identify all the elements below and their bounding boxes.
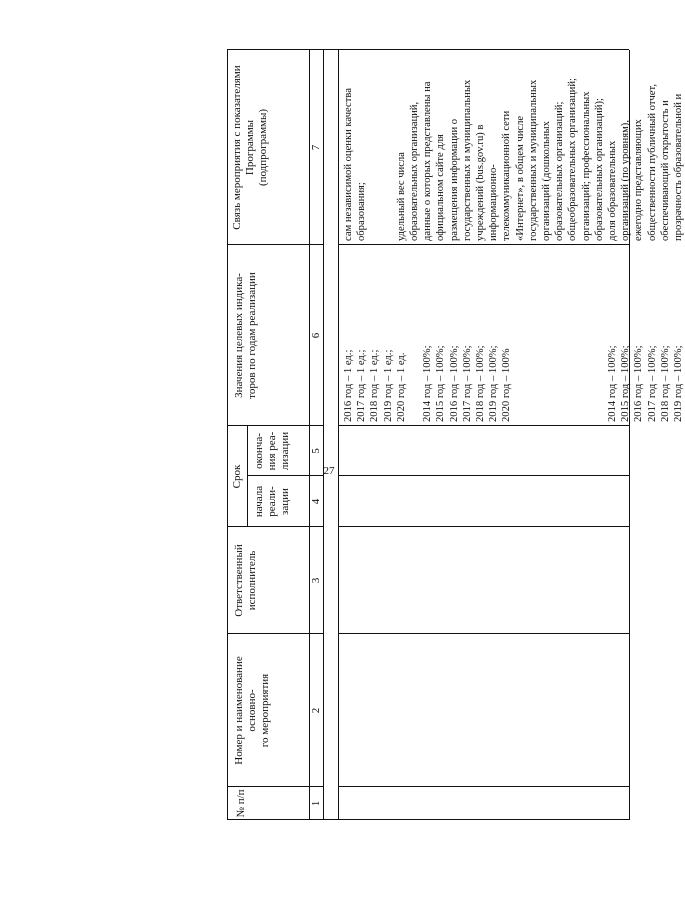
- col-number-6: 6: [310, 332, 322, 339]
- indicator-line: 2017 год – 100%;: [646, 345, 658, 422]
- col-number-3: 3: [310, 577, 322, 584]
- indicator-line: [580, 247, 593, 422]
- indicator-line: 2019 год – 100%;: [673, 345, 685, 422]
- col-sep-6b: [338, 244, 629, 245]
- indicator-line: [553, 247, 566, 422]
- col-sep-2b: [338, 633, 629, 634]
- indicator-line: 2015 год – 100%;: [620, 345, 632, 422]
- col-number-2: 2: [310, 707, 322, 714]
- indicator-line: 2018 год – 1 ед.;: [369, 349, 381, 422]
- col-sep-4b: [338, 475, 629, 476]
- indicator-link-line: государственных и муниципальных: [461, 79, 473, 241]
- indicator-link-line: образования;: [356, 182, 368, 241]
- indicator-line: 2019 год – 1 ед.;: [382, 349, 394, 422]
- target-indicator-values: [342, 247, 685, 422]
- indicator-line: 2019 год – 100%;: [488, 345, 500, 422]
- indicator-line: [540, 247, 553, 422]
- indicator-line: 2014 год – 100%;: [422, 345, 434, 422]
- indicator-link-line: ежегодно представляющих: [633, 119, 645, 241]
- indicator-link-line: размещения информации о: [448, 118, 460, 241]
- header-col7: Связь мероприятия с показателями Программы (подпрограммы): [231, 65, 269, 230]
- srok-subheader-divider: [247, 426, 248, 527]
- indicator-link-line: «Интернет», в общем числе: [514, 115, 526, 241]
- col-number-1: 1: [310, 800, 322, 807]
- indicator-link-line: обеспечивающий открытость и: [659, 100, 671, 241]
- indicator-line: [593, 247, 606, 422]
- indicator-line: 2016 год – 1 ед.;: [343, 349, 354, 422]
- indicator-line: 2016 год – 100%;: [448, 345, 460, 422]
- indicator-line: [514, 247, 527, 422]
- col-sep-3b: [338, 526, 629, 527]
- indicator-link-line: образовательных организаций;: [554, 101, 566, 241]
- header-bottom-border: [323, 50, 324, 820]
- program-indicator-link-text: [342, 53, 685, 241]
- indicator-link-line: сам независимой оценки качества: [343, 88, 354, 241]
- indicator-link-line: [368, 53, 381, 241]
- indicator-line: 2018 год – 100%;: [475, 345, 487, 422]
- indicator-line: 2018 год – 100%;: [659, 345, 671, 422]
- page-number: 27: [323, 465, 335, 477]
- header-col1: № п/п: [235, 789, 247, 818]
- indicator-link-line: удельный вес числа: [395, 152, 407, 241]
- indicator-link-line: образовательных организаций,: [409, 101, 421, 241]
- indicator-link-line: общеобразовательных организаций;: [567, 78, 579, 241]
- indicator-link-line: информационно-: [488, 164, 500, 241]
- indicator-link-line: государственных и муниципальных: [527, 79, 539, 241]
- indicator-link-line: [382, 53, 395, 241]
- header-col2: Номер и наименование основно- го мероприятия: [233, 656, 271, 765]
- header-col6: Значения целевых индика- торов по годам реализации: [233, 272, 258, 399]
- indicator-line: 2017 год – 1 ед.;: [356, 349, 368, 422]
- indicator-link-line: официальном сайте для: [435, 134, 447, 241]
- indicator-line: 2015 год – 100%;: [435, 345, 447, 422]
- indicator-link-line: телекоммуникационной сети: [501, 110, 513, 241]
- indicator-line: 2017 год – 100%;: [461, 345, 473, 422]
- indicator-line: 2020 год – 100%: [501, 348, 513, 422]
- col-sep-1b: [338, 786, 629, 787]
- indicator-line: [408, 247, 421, 422]
- indicator-link-line: организаций (по уровням),: [620, 120, 632, 241]
- indicator-link-line: данные о которых представлены на: [422, 81, 434, 241]
- indicator-line: 2020 год – 1 ед.: [395, 352, 407, 422]
- indicator-line: 2016 год – 100%;: [633, 345, 645, 422]
- rotated-table-sheet: [175, 40, 685, 860]
- indicator-link-line: организаций (дошкольных: [541, 121, 553, 241]
- col-sep-right: [227, 49, 629, 50]
- col-sep-left: [227, 819, 629, 820]
- header-col4: начала реали- зации: [253, 485, 291, 518]
- indicator-link-line: общественности публичный отчет,: [646, 84, 658, 241]
- body-top-border: [338, 50, 339, 820]
- col-number-7: 7: [310, 144, 322, 151]
- col-number-5: 5: [310, 448, 322, 454]
- header-col5: оконча- ния реа- лизации: [253, 431, 291, 471]
- indicator-line: [527, 247, 540, 422]
- indicator-line: [566, 247, 579, 422]
- indicator-link-line: прозрачность образовательной и: [673, 93, 685, 241]
- indicator-link-line: образовательных организаций);: [593, 98, 605, 241]
- header-col3: Ответственный исполнитель: [233, 544, 258, 617]
- indicator-line: 2014 год – 100%;: [607, 345, 619, 422]
- indicator-link-line: доля образовательных: [607, 140, 619, 241]
- col-number-4: 4: [310, 498, 322, 505]
- table-top-border: [227, 50, 228, 820]
- indicator-link-line: организаций; профессиональных: [580, 91, 592, 241]
- indicator-link-line: учреждений (bus.gov.ru) в: [475, 124, 487, 241]
- col-sep-5b: [338, 425, 629, 426]
- header-srok: Срок: [231, 464, 243, 489]
